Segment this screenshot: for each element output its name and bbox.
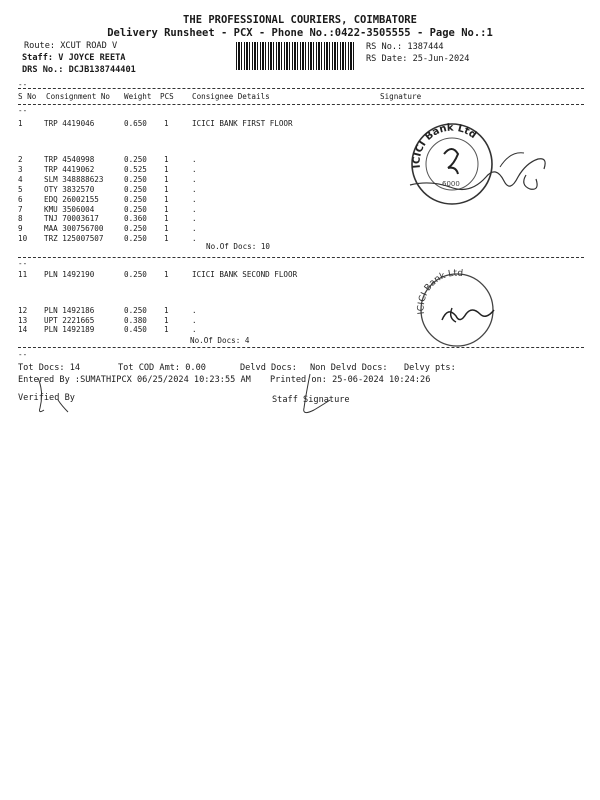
- row-sno: 8: [18, 214, 23, 224]
- staff-signature-label: Staff Signature: [272, 395, 350, 405]
- consignee-name: ICICI BANK SECOND FLOOR: [192, 270, 298, 279]
- separator-dashes: --: [18, 350, 28, 359]
- row-pcs: 1: [164, 270, 169, 279]
- row-consignment: MAA 300756700: [44, 224, 104, 234]
- no-of-docs: No.Of Docs: 10: [206, 242, 271, 251]
- row-consignee-dot: .: [192, 194, 197, 204]
- row-weight: 0.250: [124, 194, 147, 204]
- stamp-arc-text: ICICI Bank Ltd: [416, 268, 464, 315]
- row-weight: 0.525: [124, 164, 147, 174]
- row-pcs: 1: [164, 214, 169, 224]
- row-consignee-dot: .: [192, 234, 197, 244]
- row-pcs: 1: [164, 174, 169, 184]
- col-consignee: Consignee Details: [192, 92, 270, 101]
- row-consignee-dot: .: [192, 174, 197, 184]
- col-consignment: Consignment No: [46, 92, 111, 101]
- row-sno: 4: [18, 174, 23, 184]
- company-title: THE PROFESSIONAL COURIERS, COIMBATORE: [183, 14, 417, 26]
- total-docs: Tot Docs: 14: [18, 363, 81, 373]
- row-sno: 2: [18, 155, 23, 164]
- staff-signature-scribble: [280, 370, 340, 420]
- row-sno: 6: [18, 194, 23, 204]
- row-consignment: TRP 4419046: [44, 119, 95, 128]
- verified-by-label: Verified By: [18, 393, 75, 403]
- row-pcs: 1: [164, 234, 169, 244]
- row-consignee-dot: .: [192, 306, 197, 315]
- col-sno: S No: [18, 92, 37, 101]
- separator-dashes: --: [18, 80, 28, 89]
- header-top-rule: [18, 88, 584, 89]
- separator-dashes: --: [18, 106, 28, 115]
- no-of-docs: No.Of Docs: 4: [190, 336, 250, 345]
- row-sno: 14: [18, 325, 28, 334]
- stamp-arc-text: ICICI Bank Ltd: [411, 122, 479, 169]
- row-pcs: 1: [164, 194, 169, 204]
- drs-number: DRS No.: DCJB138744401: [22, 65, 136, 75]
- row-weight: 0.380: [124, 315, 147, 325]
- row-weight: 0.650: [124, 119, 147, 128]
- row-consignee-dot: .: [192, 224, 197, 234]
- row-pcs: 1: [164, 184, 169, 194]
- row-weight: 0.250: [124, 174, 147, 184]
- row-consignee-dot: .: [192, 214, 197, 224]
- row-consignment: OTY 3832570: [44, 184, 95, 194]
- row-weight: 0.250: [124, 234, 147, 244]
- row-pcs: 1: [164, 315, 169, 325]
- row-consignment: TRP 4419062: [44, 164, 95, 174]
- row-pcs: 1: [164, 325, 169, 334]
- row-sno: 11: [18, 270, 28, 279]
- printed-on: Printed on: 25-06-2024 10:24:26: [270, 375, 431, 385]
- row-consignee-dot: .: [192, 325, 197, 334]
- row-consignment: TNJ 70003617: [44, 214, 99, 224]
- row-weight: 0.250: [124, 306, 147, 315]
- barcode: [236, 42, 356, 70]
- row-consignee-dot: .: [192, 315, 197, 325]
- row-sno: 7: [18, 204, 23, 214]
- row-consignee-dot: .: [192, 155, 197, 164]
- entered-by: Entered By :SUMATHIPCX 06/25/2024 10:23:55 AM: [18, 375, 251, 385]
- row-sno: 12: [18, 306, 28, 315]
- col-signature: Signature: [380, 92, 422, 101]
- row-pcs: 1: [164, 119, 169, 128]
- row-consignment: PLN 1492190: [44, 270, 95, 279]
- row-consignment: EDQ 26002155: [44, 194, 99, 204]
- runsheet-subtitle: Delivery Runsheet - PCX - Phone No.:0422-3505555 - Page No.:1: [107, 27, 493, 39]
- row-consignee-dot: .: [192, 204, 197, 214]
- delivered-docs: Delvd Docs:: [240, 363, 297, 373]
- row-consignment: UPT 2221665: [44, 315, 95, 325]
- svg-text:ICICI Bank Ltd: [417, 269, 464, 315]
- row-consignment: PLN 1492189: [44, 325, 95, 334]
- row-sno: 9: [18, 224, 23, 234]
- row-sno: 1: [18, 119, 23, 128]
- row-weight: 0.250: [124, 224, 147, 234]
- row-sno: 13: [18, 315, 28, 325]
- header-bottom-rule: [18, 104, 584, 105]
- row-weight: 0.250: [124, 184, 147, 194]
- rs-number: RS No.: 1387444: [366, 42, 444, 52]
- row-sno: 3: [18, 164, 23, 174]
- row-weight: 0.250: [124, 204, 147, 214]
- icici-bank-stamp: [412, 268, 502, 348]
- row-pcs: 1: [164, 164, 169, 174]
- col-pcs: PCS: [160, 92, 174, 101]
- separator-dashes: --: [18, 259, 28, 268]
- group-rule: [18, 257, 584, 258]
- row-consignment: SLM 348888623: [44, 174, 104, 184]
- verifier-signature-scribble: [28, 370, 88, 420]
- row-consignment: PLN 1492186: [44, 306, 95, 315]
- row-pcs: 1: [164, 204, 169, 214]
- row-weight: 0.450: [124, 325, 147, 334]
- signature-scribble: [400, 145, 560, 205]
- row-sno: 5: [18, 184, 23, 194]
- row-weight: 0.360: [124, 214, 147, 224]
- row-weight: 0.250: [124, 155, 147, 164]
- rs-date: RS Date: 25-Jun-2024: [366, 54, 470, 64]
- row-pcs: 1: [164, 155, 169, 164]
- row-pcs: 1: [164, 306, 169, 315]
- stamp-inner-code: 6000: [442, 180, 460, 188]
- col-weight: Weight: [124, 92, 152, 101]
- staff-label: Staff: V JOYCE REETA: [22, 53, 126, 63]
- total-cod-amount: Tot COD Amt: 0.00: [118, 363, 206, 373]
- row-consignment: TRZ 125007507: [44, 234, 104, 244]
- row-weight: 0.250: [124, 270, 147, 279]
- row-consignment: TRP 4540998: [44, 155, 95, 164]
- delivery-points: Delvy pts:: [404, 363, 456, 373]
- row-pcs: 1: [164, 224, 169, 234]
- route-label: Route: XCUT ROAD V: [24, 41, 118, 51]
- row-sno: 10: [18, 234, 28, 244]
- consignee-name: ICICI BANK FIRST FLOOR: [192, 119, 293, 128]
- row-consignee-dot: .: [192, 184, 197, 194]
- non-delivered-docs: Non Delvd Docs:: [310, 363, 388, 373]
- row-consignee-dot: .: [192, 164, 197, 174]
- row-consignment: KMU 3506004: [44, 204, 95, 214]
